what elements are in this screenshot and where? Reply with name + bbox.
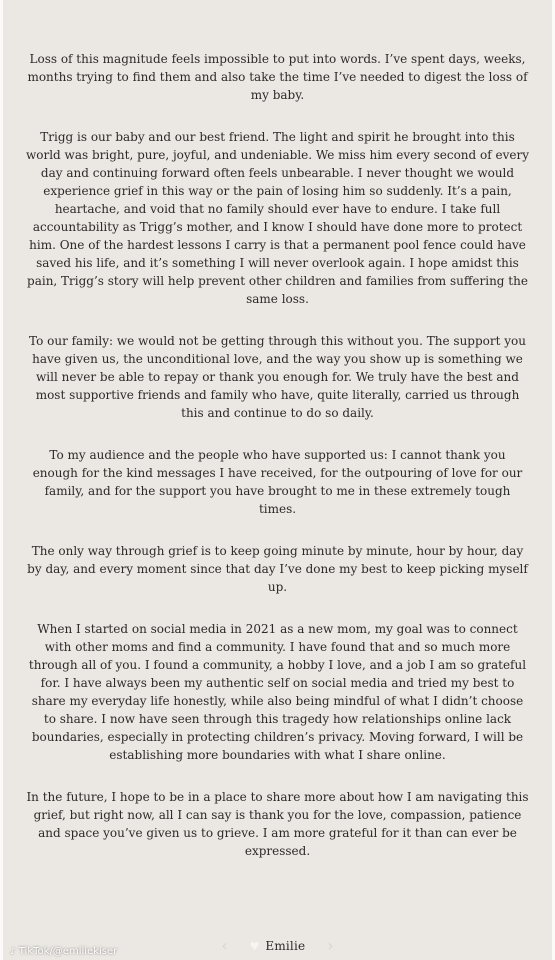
- letter-paragraph-3: To our family: we would not be getting through this without you. The support you have given us, the unconditional love, and the way you show up is something we will never be able to repay or thank you enough for. We truly have the best and most supportive friends and family who have, quite literally, carried us through this and continue to do so daily.: [29, 334, 526, 420]
- letter-paragraph-5: The only way through grief is to keep going minute by minute, hour by hour, day by day, and every moment since that day I’ve done my best to keep picking myself up.: [27, 544, 528, 594]
- signature-group: [250, 937, 306, 956]
- letter-body: [25, 50, 530, 860]
- letter-paragraph-7: In the future, I hope to be in a place to share more about how I am navigating this grief, but right now, all I can say is thank you for the love, compassion, patience and space you’ve given us to grieve. I am more grateful for it than can ever be expressed.: [26, 790, 529, 858]
- letter-paragraph-1: Loss of this magnitude feels impossible to put into words. I’ve spent days, weeks, months trying to find them and also take the time I’ve needed to digest the loss of my baby.: [27, 52, 528, 102]
- signature: Emilie: [265, 938, 306, 953]
- tiktok-logo-icon: ♪: [10, 947, 16, 957]
- letter-paragraph-2: Trigg is our baby and our best friend. The light and spirit he brought into this world was bright, pure, joyful, and undeniable. We miss him every second of every day and continuing forward often feels unbearable. I never thought we would experience grief in this way or the pain of losing him so suddenly. It’s a pain, heartache, and void that no family should ever have to endure. I take full accountability as Trigg’s mother, and I know I should have done more to protect him. One of the hardest lessons I carry is that a permanent pool fence could have saved his life, and it’s something I will never overlook again. I hope amidst this pain, Trigg’s story will help prevent other children and families from suffering the same loss.: [25, 130, 529, 306]
- heart-icon: ♥: [249, 939, 260, 953]
- previous-chevron-icon[interactable]: ‹: [221, 936, 228, 955]
- letter-paragraph-4: To my audience and the people who have supported us: I cannot thank you enough for the kind messages I have received, for the outpouring of love for our family, and for the support you have brought to me in these extremely tough times.: [32, 448, 523, 516]
- watermark-text: TikTok/@emiliekiser: [18, 946, 118, 957]
- letter-paragraph-6: When I started on social media in 2021 as a new mom, my goal was to connect with other moms and find a community. I have found that and so much more through all of you. I found a community, a hobby I love, and a job I am so grateful for. I have always been my authentic self on social media and tried my best to share my everyday life honestly, while also being mindful of what I didn’t choose to share. I now have seen through this tragedy how relationships online lack boundaries, especially in protecting children’s privacy. Moving forward, I will be establishing more boundaries with what I share online.: [28, 622, 527, 762]
- tiktok-watermark: [10, 946, 117, 958]
- next-chevron-icon[interactable]: ›: [327, 936, 334, 955]
